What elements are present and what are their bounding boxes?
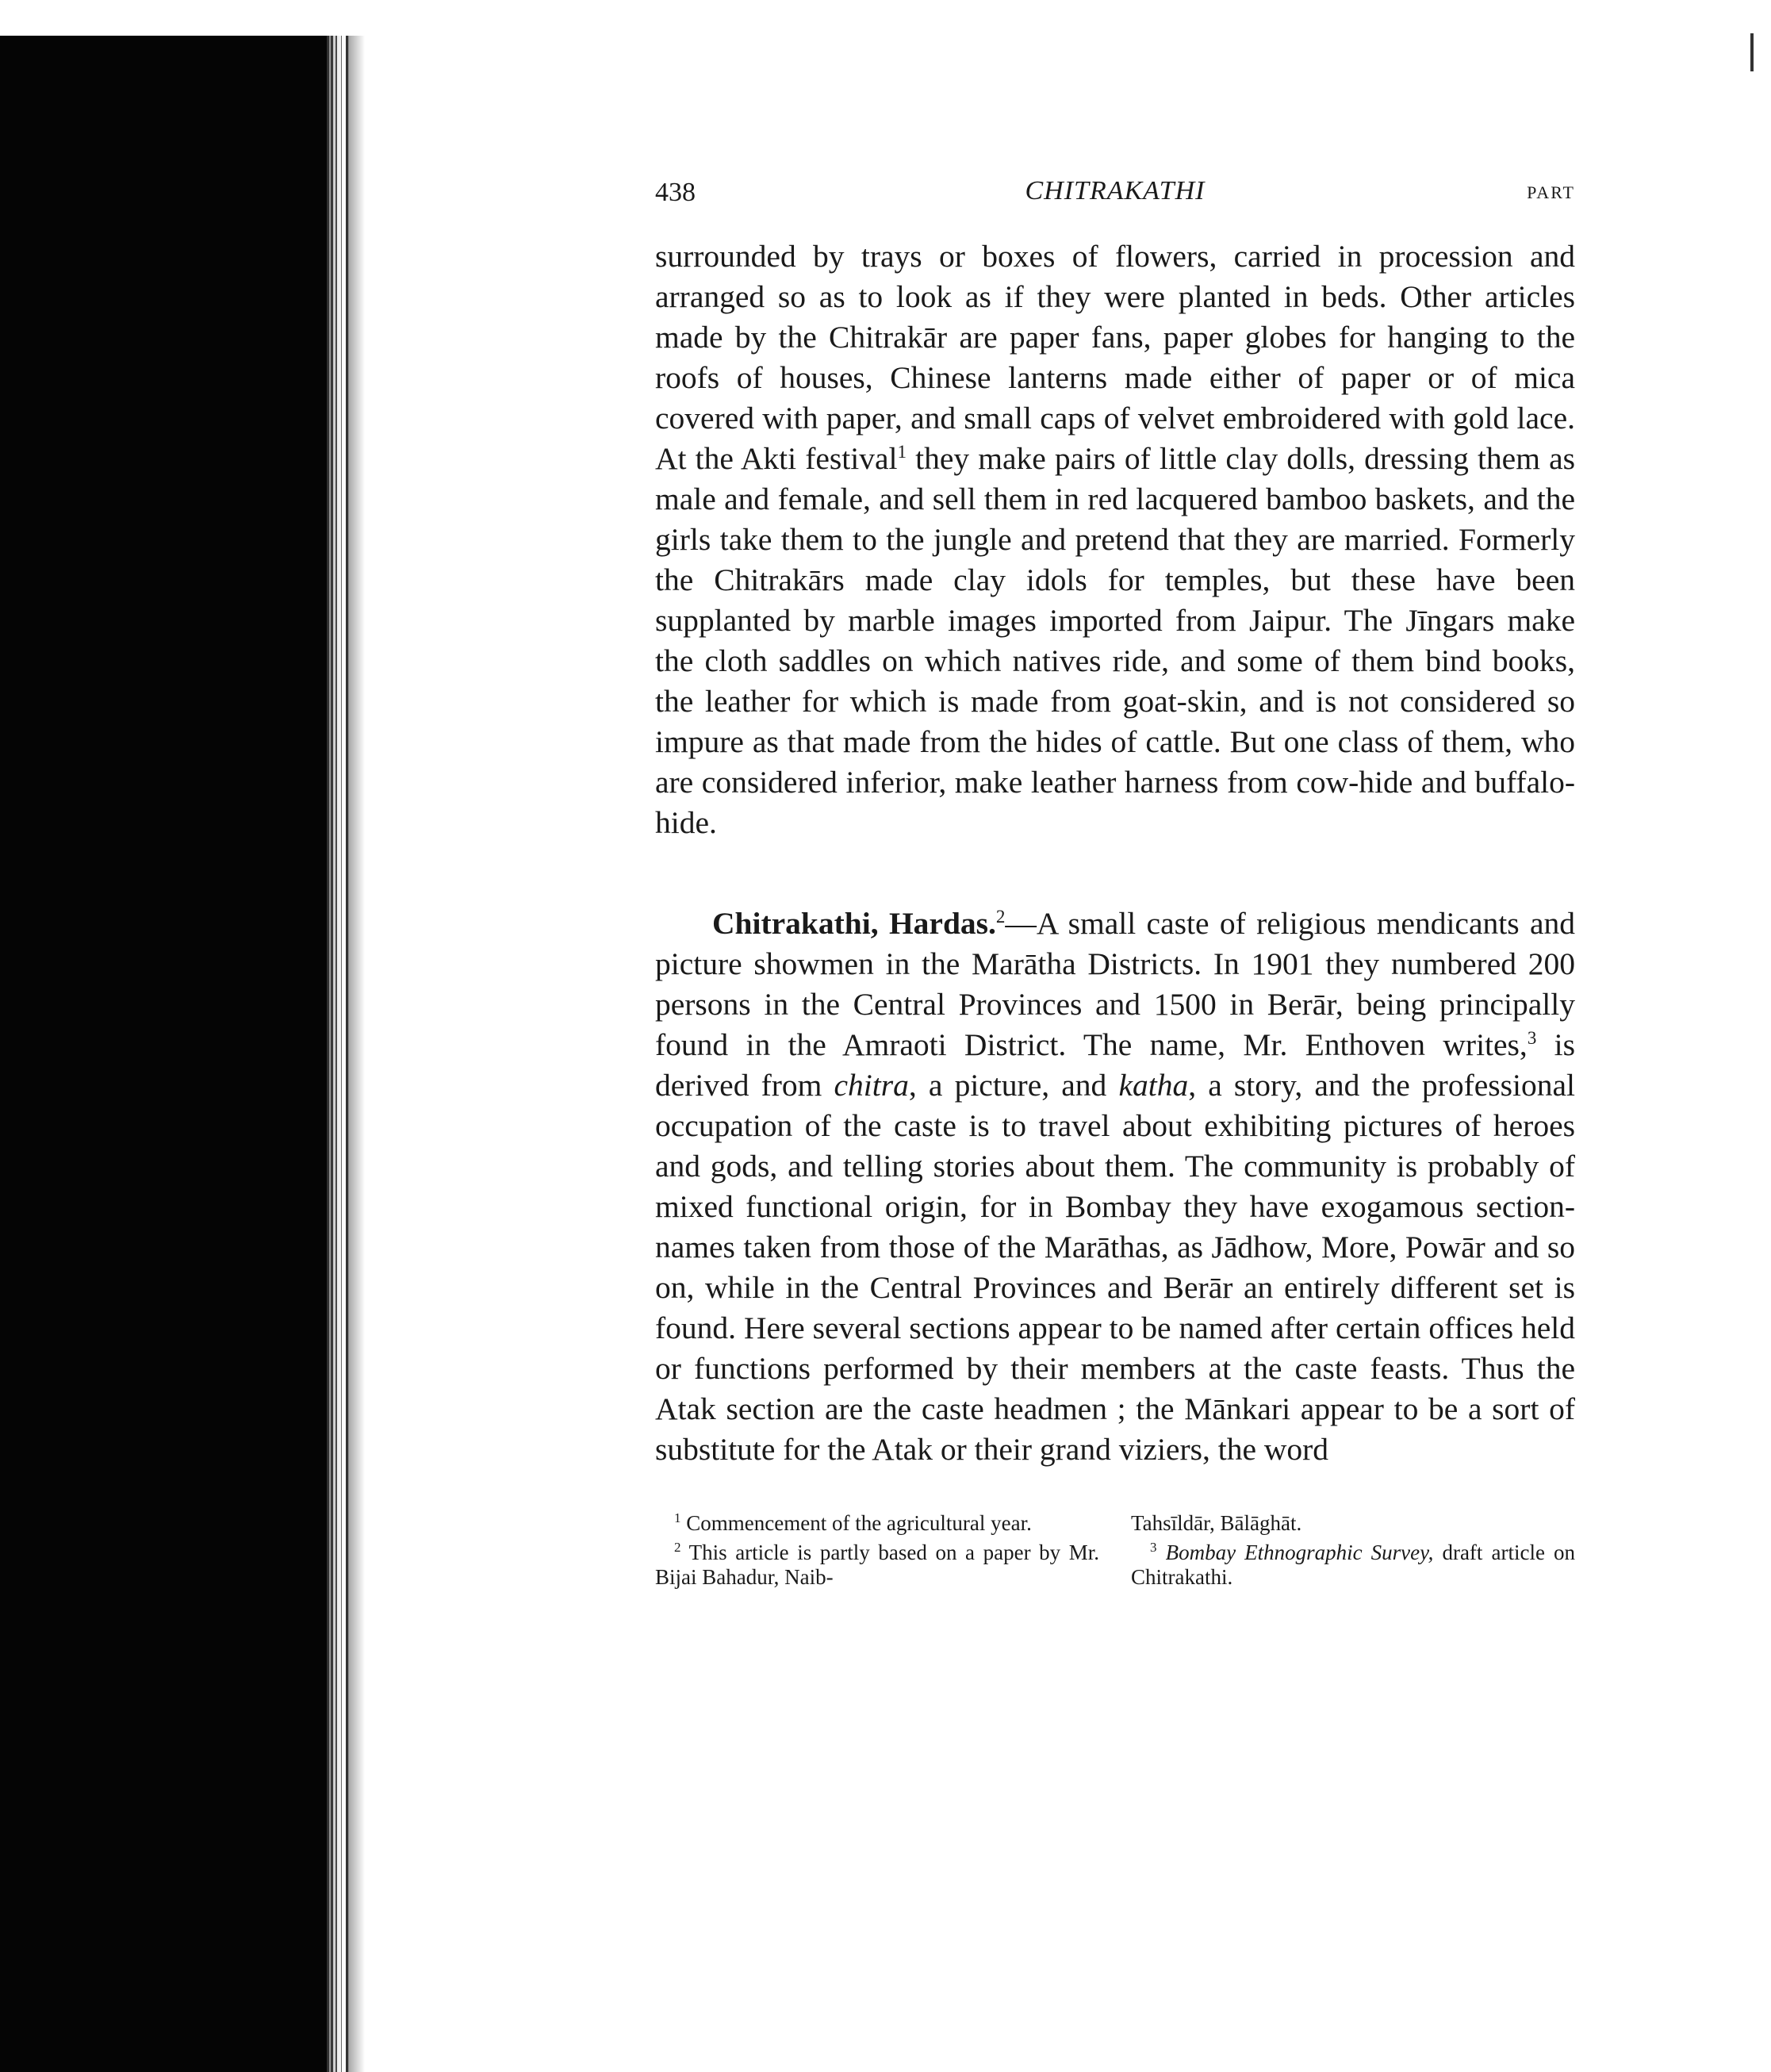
paragraph-text: surrounded by trays or boxes of flowers, carried in procession and arranged so as to look as if they were planted in beds. Other articles made by the Chitrakār are paper fans, paper globes for hanging to the roofs of houses, Chinese lanterns made either of paper or of mica covered with paper, and small caps of velvet embroidered with gold lace. At the Akti festival <box>655 239 1575 476</box>
footnote-text: Commencement of the agricultural year. <box>680 1511 1032 1535</box>
book-page <box>655 167 1575 1594</box>
scan-edge-fade <box>349 36 365 2072</box>
scan-right-mark <box>1750 33 1754 71</box>
running-title: CHITRAKATHI <box>1025 176 1206 205</box>
footnote-column-left <box>655 1511 1099 1594</box>
entry-text: , a picture, and <box>908 1068 1119 1103</box>
page-number: 438 <box>655 178 696 207</box>
footnote-ref-2: 2 <box>995 906 1006 927</box>
term-chitra: chitra <box>834 1068 909 1103</box>
footnote-1 <box>655 1511 1099 1536</box>
footnote-text: This article is partly based on a paper by Mr. Bijai Bahadur, Naib- <box>655 1541 1099 1589</box>
scan-dark-edge <box>0 36 327 2072</box>
paragraph-text-cont: they make pairs of little clay dolls, dressing them as male and female, and sell them in red lacquered bamboo baskets, and the girls take them to the jungle and pretend that they are married. Formerly the Chitrakārs made clay idols for temples, but these have been supplanted by marble images imported from Jaipur. The Jīngars make the cloth saddles on which natives ride, and some of them bind books, the leather for which is made from goat-skin, and is not considered so impure as that made from the hides of cattle. But one class of them, who are considered inferior, make leather harness from cow-hide and buffalo-hide. <box>655 441 1575 840</box>
footnote-mark: 2 <box>674 1540 681 1555</box>
footnote-mark: 1 <box>674 1510 681 1525</box>
footnote-text: draft article on Chitrakathi. <box>1131 1541 1576 1589</box>
entry-text: , a story, and the professional occupation of the caste is to travel about exhibiting pictures of heroes and gods, and telling stories about them. The community is probably of mixed functional origin, for in Bombay they have exogamous section-names taken from those of the Marāthas, as Jādhow, More, Powār and so on, while in the Central Provinces and Berār an entirely different set is found. Here several sections appear to be named after certain offices held or functions performed by their members at the caste feasts. Thus the Atak section are the caste headmen ; the Mānkari appear to be a sort of substitute for the Atak or their grand viziers, the word <box>655 1068 1575 1467</box>
footnote-2 <box>655 1541 1099 1590</box>
part-label: PART <box>1527 182 1575 202</box>
footnote-2-continued <box>1131 1511 1575 1536</box>
running-head <box>655 167 1575 214</box>
footnote-ref-3: 3 <box>1527 1027 1537 1048</box>
footnotes <box>655 1511 1575 1594</box>
entry-text: is derived from <box>655 1027 1575 1103</box>
entry-paragraph <box>655 904 1575 1470</box>
entry-text: —A small caste of religious mendicants and picture showmen in the Marātha Districts. In 1901 they numbered 200 persons in the Central Provinces and 1500 in Berār, being principally found in the Amraoti District. The name, Mr. Enthoven writes, <box>655 906 1575 1062</box>
entry-heading: Chitrakathi, Hardas. <box>712 906 996 941</box>
footnote-ref-1: 1 <box>897 441 907 462</box>
footnote-title: Bombay Ethnographic Survey, <box>1165 1541 1434 1564</box>
continued-paragraph <box>655 236 1575 843</box>
footnote-column-right <box>1131 1511 1575 1594</box>
footnote-text: Tahsīldār, Bālāghāt. <box>1131 1511 1302 1535</box>
footnote-mark: 3 <box>1150 1540 1157 1555</box>
term-katha: katha <box>1118 1068 1189 1103</box>
footnote-3 <box>1131 1541 1575 1590</box>
